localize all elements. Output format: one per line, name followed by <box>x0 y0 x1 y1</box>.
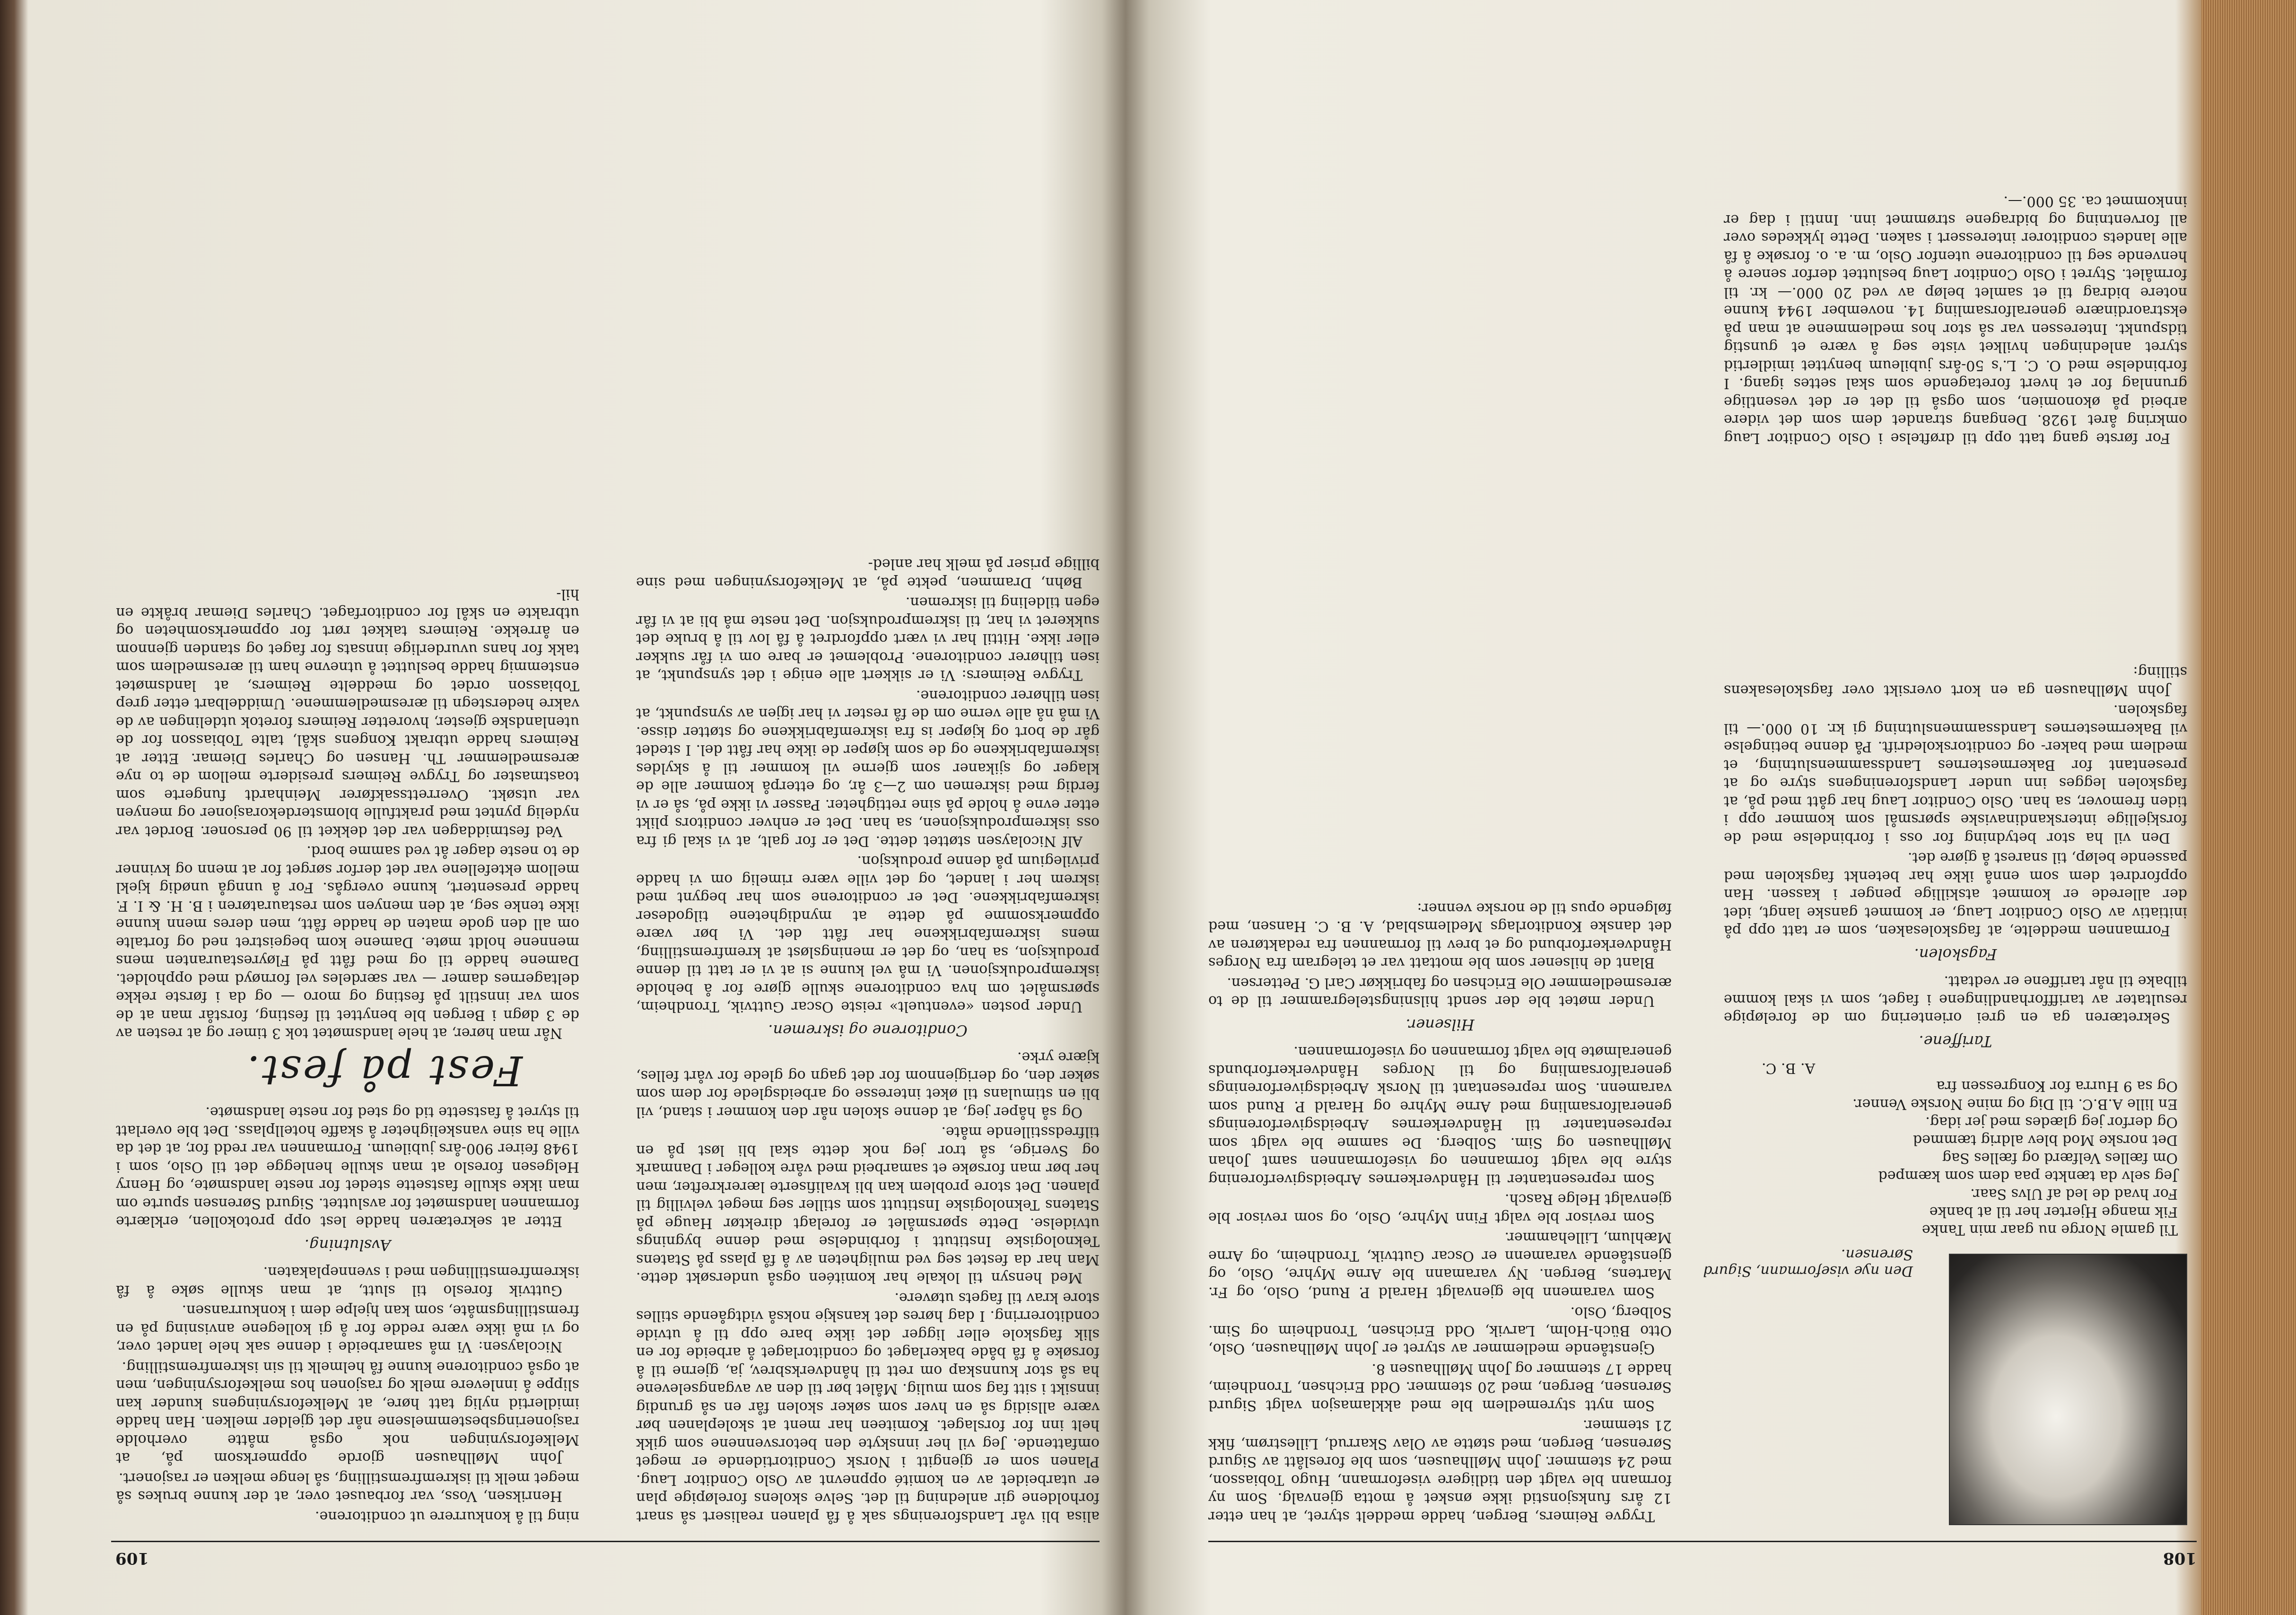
poem-line: Det norske Mod blev aldrig tæmmed <box>1912 1132 2178 1148</box>
poem-line: Og sa 9 Hurra for Kongressen fra <box>1936 1078 2178 1094</box>
poem-line: Fik mange Hjerter her til at banke <box>1929 1204 2178 1220</box>
paragraph: Den vil ha stor betydning for oss i forbindelse med de forskjellige interskandinaviske spørsmål som kommer opp i tiden fremover, sa han. Oslo Conditor Laug har gått med på, at fagskolen legges inn under Landsforeningens styre og at presentant for Bakermesternes Landssammenslutning, et medlem med baker- og conditorskoledrift. På denne betingelse vil Bakermesternes Landssammenslutning gi kr. 10 000.— til fagskolen. <box>1724 702 2187 846</box>
column-right <box>1208 897 1672 1526</box>
paragraph: Formannen meddelte, at fagskolesaken, som er tatt opp på initiativ av Oslo Conditor Laug, er kommet ganske langt, idet der allerede er kommet atskillige penger i kassen. Han oppfordret dem som ennå ikke har betenkt fagskolen med passende beløp, til snarest å gjøre det. <box>1724 849 2187 939</box>
paragraph: Alf Nicolaysen støttet dette. Det er for galt, at vi skal gi fra oss iskremproduksjonen, sa han. Det er enhver conditors plikt etter evne å holde på sine rettigheter. Passer vi ikke på, så er vi ferdig med iskremen om 2—3 år, og etterpå kommer alle de klager og sjikaner som gjerne vil kommer til å skyldes iskremfabrikkene og de som kjøper de ikke har fått del. I stedet går de bort og kjøper is fra iskremfabrikkene og støtter disse. Vi må nå alle verne om de få rester vi har igjen av synspunkt, at isen tilhører conditorene. <box>636 687 1100 849</box>
poem-line: Til gamle Norge nu gaar min Tanke <box>1921 1222 2178 1238</box>
paragraph: Bøhn, Drammen, pekte på, at Melkeforsyningen med sine billige priser på melk har anled- <box>636 556 1100 591</box>
page-number: 108 <box>2163 1549 2197 1568</box>
header-rule <box>111 1541 1100 1542</box>
section-heading: Fagskolen. <box>1914 945 1997 963</box>
paragraph: Under møtet ble der sendt hilsningstelegrammer til de to æresmedlemmer Ole Erichsen og fabrikkør Carl G. Pettersen. <box>1208 975 1672 1010</box>
section-heading: Conditorene og iskremen. <box>768 1021 968 1039</box>
paragraph: John Møllhausen gjorde oppmerksom på, at Melkeforsyningen nok også måtte overholde rasjoneringsbestemmelsene når det gjelder melken. Han hadde imidlertid nylig tatt høre, at Melkeforsyningens kunder kan slippe å innlevere melk og rasjonen hos melkeforsyningen, men at også conditorene kunne få helmelk til sin iskremfremstilling. <box>116 1359 579 1467</box>
poem-line: Og derfor jeg glædes med jer idag. <box>1925 1114 2178 1130</box>
page-108 <box>1204 45 2197 1572</box>
paragraph: Som varamenn ble gjenvalgt Harald P. Rund, Oslo, og Fr. Martens, Bergen. Ny varamann ble Arne Myhre, Oslo, og gjenstående varamenn er Oscar Guttvik, Trondheim, og Arne Mæhlum, Lillehammer. <box>1208 1229 1672 1301</box>
poem-line: Jeg selv da tænkte paa dem som kæmped <box>1878 1168 2178 1184</box>
paragraph: Henriksen, Voss, var forbauset over, at der kunne brukes så meget melk til iskremfremstilling, så lenge melken er rasjonert. <box>116 1470 579 1505</box>
paragraph: Som nytt styremedlem ble med akklamasjon valgt Sigurd Sørensen, Bergen, med 20 stemmer. Odd Erichsen, Trondheim, hadde 17 stemmer og John Møllhausen 8. <box>1208 1361 1672 1414</box>
paragraph: alisa bli vår Landsforenings sak å få planen realisert så snart forholdene gir anledning til det. Selve skolens foreløpige plan er utarbeidet av en komité oppnevnt av Oslo Conditor Laug. Planen som er gjengitt i Norsk Conditortidende er meget omfattende. Jeg vil her innskyte den betorsvennene som gikk helt inn for forslaget. Komiteen har ment at skoleplanen bør være allsidig så en hver som søker skolen får en så grundig innsikt i sitt fag som mulig. Målet bør til den av avgangselevene ha så stor kunnskap om rett til håndverksbrev, ja, gjerne til å forsøke å få både bakerlaget og conditorlaget å arbeide for en slik fagskole eller ligger det ikke bare opp til å utvide conditorerring. I dag høres det kanskje nokså vidtgående stilles store krav til fagets utøvere. <box>636 1290 1100 1525</box>
paragraph: Med hensyn til lokale har komitéen også undersøkt dette. Man har da festet seg ved muligheten av å få plass på Statens Teknologiske Institutt i forbindelse med denne bygnings utvidelse. Dette spørsmålet er forelagt direktør Hauge på Statens Teknologiske Institutt som stiller seg meget velvillig til planen. Det store problem kan bli kvalifiserte lærerkrefter, men her bør man forsøke et samarbeid med våre kolleger i Danmark og Sverige, så tror jeg nok dette skal bli løst på en tilfredsstillende måte. <box>636 1124 1100 1286</box>
paragraph: For første gang tatt opp til drøftelse i Oslo Conditor Laug omkring året 1928. Dengang strandet dem som det videre arbeid på økonomien, som også til det er det vesentlige grunnlag for et hvert foretagende som skal settes igang. I forbindelse med O. C. L.'s 50-års jubileum benyttet imidlertid styret anledningen hvilket viste seg å være et gunstig tidspunkt. Interessen var så stor hos medlemmene at man på ekstraordinære generalforsamling 14. november 1944 kunne notere bidrag til et samlet beløp av ved 20 000.— kr. til formålet. Styret i Oslo Conditor Laug besluttet derfor senere å henvende seg til conditorene utenfor Oslo, m. a. o. forsøke å få alle landets conditorer interessert i saken. Dette lykkedes over all forventning og bidragene strømmet inn. Inntil i dag er innkommet ca. 35 000.—. <box>1724 193 2187 446</box>
paragraph: Og så håper jeg, at denne skolen når den kommer i stand, vil bli en stimulans til øket interesse og arbeidsglede for dem som søker den, og derigjennom for det gagn og glede for vårt felles, kjære yrke. <box>636 1049 1100 1120</box>
photo-caption: Den nye viseformann, Sigurd Sørensen. <box>1703 1246 1913 1279</box>
poem-line: For hvad de led af Ulvs Saar. <box>1970 1186 2178 1202</box>
column-left <box>1724 661 2187 1241</box>
portrait-photo <box>1949 1254 2187 1525</box>
paragraph: Trygve Reimers, Bergen, hadde meddelt styret, at han etter 12 års funksjonstid ikke ønsket å motta gjenvalg. Som ny formann ble valgt den tidligere viseformann, Hugo Tobiasson, med 24 stemmer. John Møllhausen, som ble foreslått av Sigurd Sørensen, Bergen, med støtte av Olav Skarrud, Lillestrøm, fikk 21 stemmer. <box>1208 1417 1672 1525</box>
paragraph: Blant de hilsener som ble mottatt var et telegram fra Norges Håndverkerforbund og et brev til formannen fra redaktøren av det danske Konditorlags Medlemsblad, A. B. C. Hansen, med følgende opus til de norske venner: <box>1208 900 1672 971</box>
paragraph: Gjenstående medlemmer av styret er John Møllhausen, Oslo, Otto Büch-Holm, Larvik, Odd Erichsen, Trondheim og Sim. Solberg, Oslo. <box>1208 1304 1672 1357</box>
paragraph: Trygve Reimers: Vi er sikkert alle enige i det synspunkt, at isen tilhører conditorene. Problemet er bare om vi får sukker eller ikke. Hittil har vi vært oppfordret å få lov til å bruke det sukkeret vi har, til iskremproduksjon. Det neste må bli at vi får egen tildeling til iskremen. <box>636 594 1100 684</box>
paragraph: Nicolaysen: Vi må samarbeide i denne sak hele landet over, og vi må ikke være redde for å gi kollegene anvisning på en fremstillingsmåte, som kan hjelpe dem i konkurransen. <box>116 1302 579 1355</box>
paragraph: Sekretæren ga en grei orientering om de foreløpige resultater av tariffforhandlingene i faget, som vi skal komme tilbake til når tariffene er vedtatt. <box>1724 973 2187 1026</box>
section-heading: Hilsener. <box>1406 1016 1475 1034</box>
paragraph: John Møllhausen ga en kort oversikt over fagskolesakens stilling: <box>1724 663 2187 698</box>
column-right <box>116 583 579 1525</box>
section-heading: Avslutning. <box>304 1236 391 1254</box>
paragraph: Som revisor ble valgt Finn Myhre, Oslo, og som revisor ble gjenvalgt Helge Rasch. <box>1208 1191 1672 1226</box>
paragraph: Som representanter til Håndverkernes Arbeidsgiverforening styre ble valgt formannen og viseformannen samt Johan Møllhausen og Sim. Solberg. De samme ble valgt som representanter til Håndverkernes Arbeidsgiverforenings generalforsamling med Arne Myhre og Harald P. Rund som varamenn. Som representant til Norsk Arbeidsgiverforenings generalforsamling og til Norges Håndverkerforbunds generalmøte ble valgt formannen og viseformannen. <box>1208 1043 1672 1187</box>
column-left-continued <box>1724 190 2187 447</box>
poem-signature: A. B. C. <box>1762 1060 1816 1076</box>
page-109 <box>97 45 1100 1572</box>
paragraph: Etter at sekretæren hadde lest opp protokollen, erklærte formannen landsmøtet for avsluttet. Sigurd Sørensen spurte om man ikke skulle fastsette stedet for neste landsmøte, og Henry Helgesen foreslo at man skulle henlegge det til Oslo, som i 1948 feirer 900-års jubileum. Formannen var redd for, at det da ville ha sine vanskeligheter å skaffe hotellplass. Det ble overlatt til styret å fastsette tid og sted for neste landsmøte. <box>116 1104 579 1230</box>
page-number: 109 <box>115 1549 149 1568</box>
header-rule <box>1208 1541 2197 1542</box>
script-title: Fest på fest. <box>245 1047 523 1094</box>
paragraph: Når man hører, at hele landsmøtet tok 3 timer og at resten av de 3 døgn i Bergen ble benyttet til festing, forstår man at de som var innstilt på festing og moro — og da i første rekke deltagernes damer — var særdeles vel fornøyd med oppholdet. Damene hadde til og med fått på Fløyrestauranten mens mennene holdt møte. Damene kom begeistret ned og fortalte om all den gode maten de hadde fått, men deres menn kunne ikke tenke seg, at den menyen som restauratøren i B. H. & I. F. hadde presentert, kunne overgås. For å unngå unødig kjekl mellom ektefellene var det derfor sørget for at menn og kvinner de to neste dager åt ved samme bord. <box>116 843 579 1042</box>
paragraph: Guttvik foreslo til slutt, at man skulle søke å få iskremfremstillingen med i svenneplakaten. <box>116 1264 579 1299</box>
section-heading: Tariffene. <box>1919 1032 1992 1050</box>
paragraph: Under posten «eventuelt» reiste Oscar Guttvik, Trondheim, spørsmålet om hva conditorene skulle gjøre for å beholde iskremproduksjonen. Vi må vel kunne si at vi er tatt til denne produksjon, sa han, og det er meningsløst at kremfremstilling, mens iskremfabrikkene har fått det. Vi bør være oppmerksomme på dette at myndighetene tilgodeser iskremfabrikkene. Det er conditorene som har begynt med iskrem her i landet, og det ville være rimelig om vi hadde privilegium på denne produksjon. <box>636 853 1100 1015</box>
paragraph: ning til å konkurrere ut conditorene. <box>314 1508 579 1525</box>
poem <box>1724 1059 2178 1239</box>
column-left <box>636 553 1100 1525</box>
paragraph: Ved festmiddagen var det dekket til 90 personer. Bordet var nydelig pyntet med praktfulle blomsterdekorasjoner og menyen var utsøkt. Overrettssakfører Meinhardt fungerte som toastmaster og Trygve Reimers presiderte mellom de to nye æresmedlemmer Th. Hansen og Charles Diemar. Etter at Reimers hadde utbrakt Kongens skål, talte Tobiasson for de utenlandske gjester, hvoretter Reimers foretok utdelingen av de vakre hederstegn til æresmedlemmene. Umiddelbart etter grep Tobiasson ordet og meddelte Reimers, at landsmøtet enstemmig hadde besluttet å utnevne ham til æresmedlem som takk for hans uvurderlige innsats for faget og standen gjennom en årrekke. Reimers takket rørt for oppmerksomheten og utbrakte en skål for conditorfaget. Charles Diemar bråkte en hil- <box>116 586 579 839</box>
poem-line: En lille A.B.C. til Dig og mine Norske Venner. <box>1852 1096 2178 1112</box>
poem-line: Om fælles Velfærd og fælles Sag <box>1942 1150 2178 1166</box>
